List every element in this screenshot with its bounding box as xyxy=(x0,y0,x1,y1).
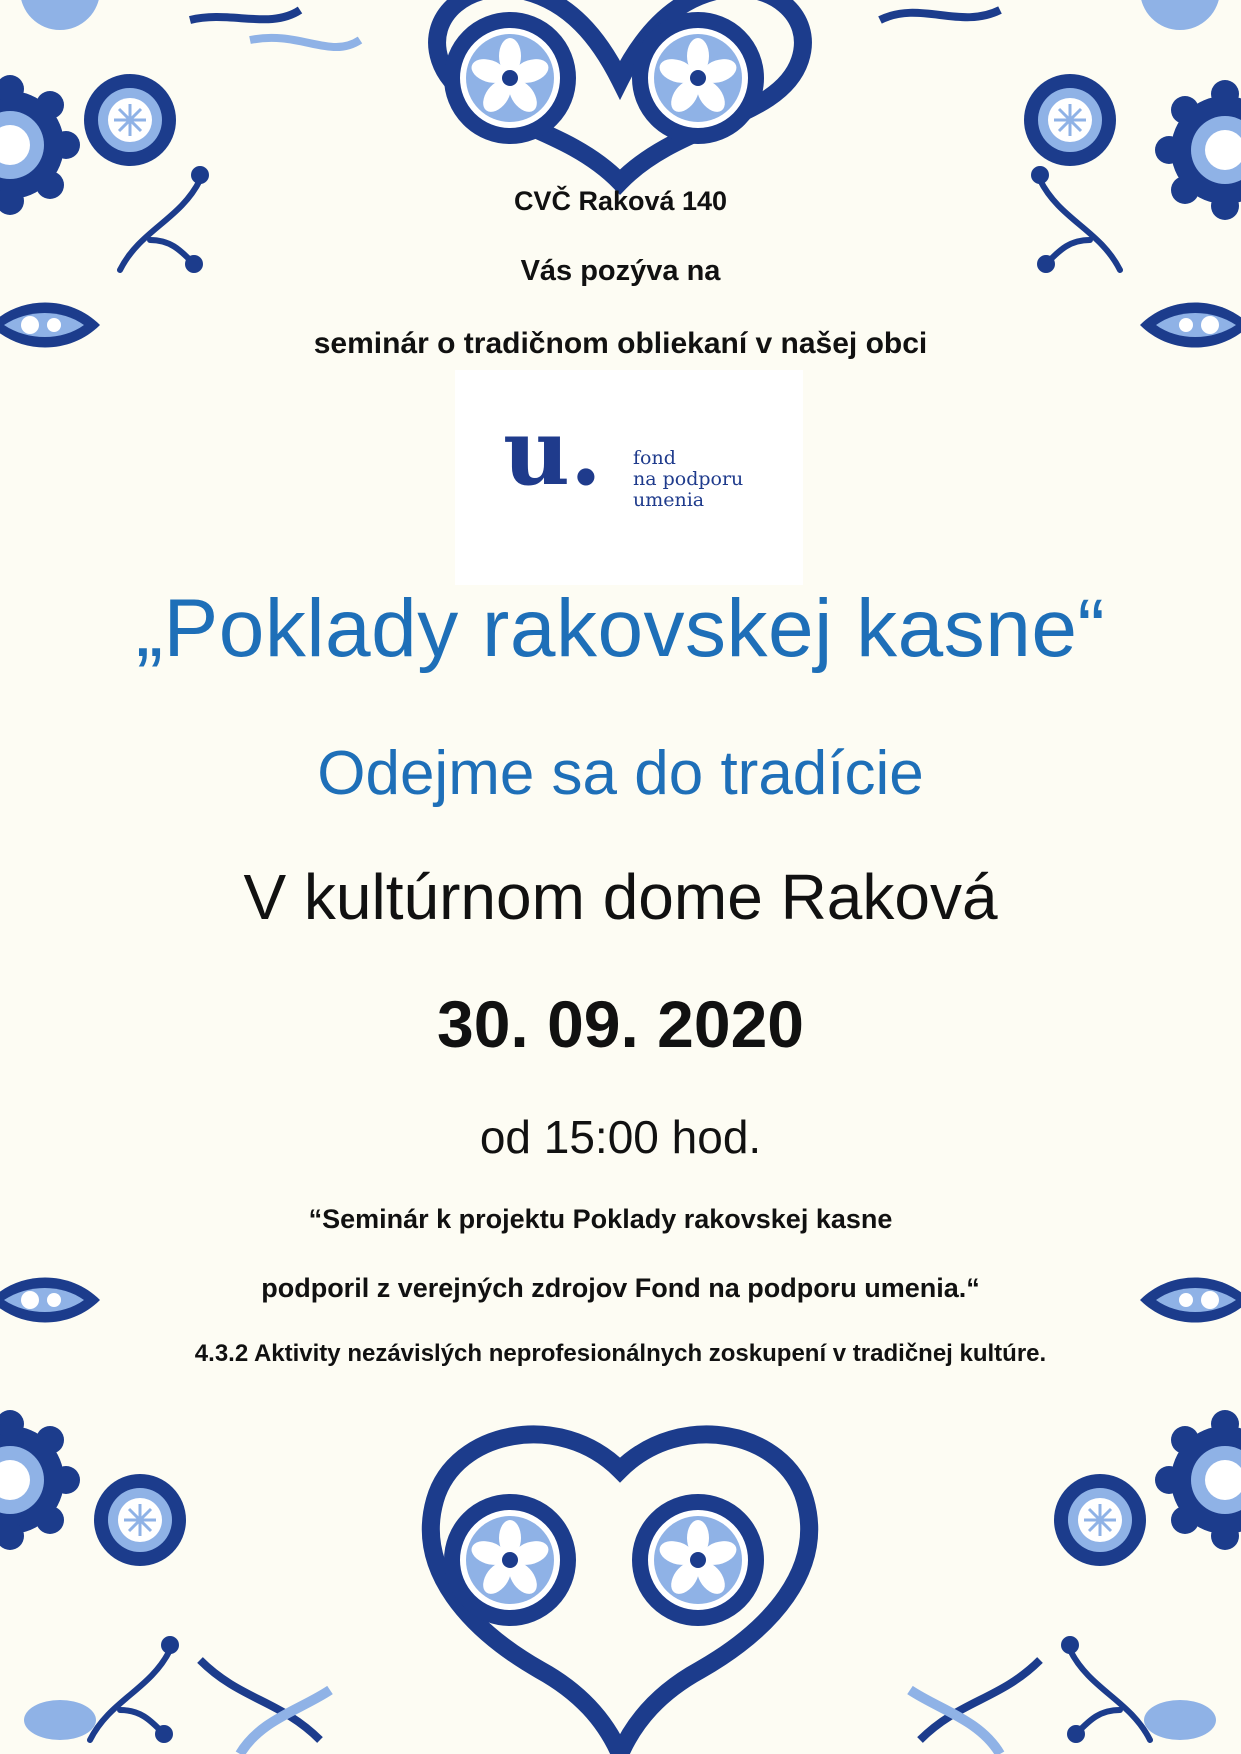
event-subtitle: Odejme sa do tradície xyxy=(317,739,924,808)
fond-logo-text xyxy=(633,448,743,511)
program-line: 4.3.2 Aktivity nezávislých neprofesionálnych zoskupení v tradičnej kultúre. xyxy=(194,1340,1047,1367)
fond-logo-letter: u. xyxy=(503,414,602,498)
event-venue: V kultúrnom dome Raková xyxy=(243,861,998,933)
support-note-line-2: podporil z verejných zdrojov Fond na podporu umenia.“ xyxy=(261,1273,980,1303)
top-left-corner-ornament xyxy=(0,0,360,348)
event-date: 30. 09. 2020 xyxy=(437,987,804,1061)
fond-logo-u-mark xyxy=(503,414,613,498)
top-right-corner-ornament xyxy=(880,0,1241,348)
invite-line: Vás pozýva na xyxy=(520,255,721,287)
event-time: od 15:00 hod. xyxy=(479,1111,762,1163)
fond-logo-line-1: fond xyxy=(633,447,676,469)
support-note-line-1: “Seminár k projektu Poklady rakovskej kasne xyxy=(308,1204,893,1234)
fond-logo xyxy=(455,370,803,585)
bottom-heart-ornament xyxy=(431,1434,809,1754)
top-heart-ornament xyxy=(437,0,803,182)
fond-logo-line-3: umenia xyxy=(633,489,705,511)
seminar-description: seminár o tradičnom obliekaní v našej obci xyxy=(313,327,928,360)
event-title: „Poklady rakovskej kasne“ xyxy=(135,583,1106,674)
fond-logo-line-2: na podporu xyxy=(633,468,744,490)
organizer-name: CVČ Raková 140 xyxy=(513,186,728,216)
